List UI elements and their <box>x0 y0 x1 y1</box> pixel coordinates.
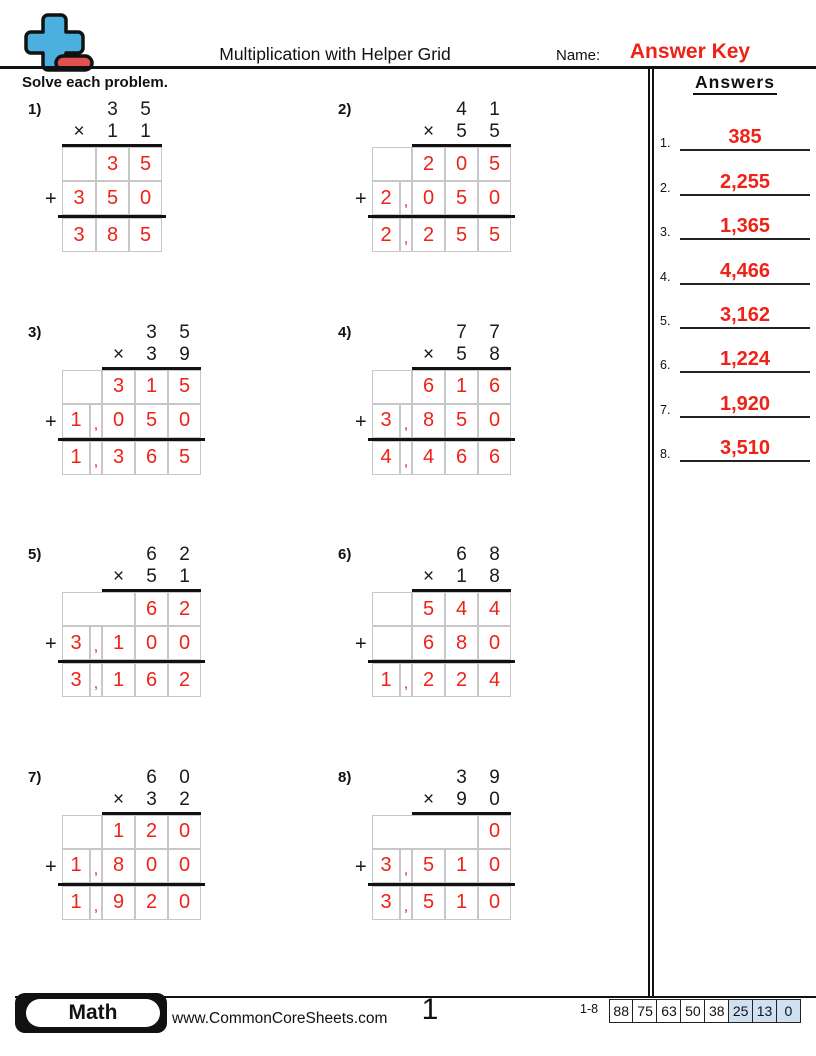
grid-cell-empty <box>372 815 478 849</box>
grid-cell-comma: , <box>400 886 412 920</box>
score-range-label: 1-8 <box>580 1002 599 1016</box>
answer-number: 2. <box>660 180 671 195</box>
answer-value: 3,162 <box>680 305 810 329</box>
grid-cell: 1 <box>445 849 478 883</box>
multiplicand-digit: 7 <box>456 321 467 343</box>
grid-cell: 5 <box>478 218 511 252</box>
problem <box>22 764 332 987</box>
sum-line <box>58 438 205 441</box>
helper-grid <box>45 544 201 697</box>
answer-value: 4,466 <box>680 261 810 285</box>
answer-item <box>660 373 810 417</box>
plus-sign: + <box>355 855 367 878</box>
multiplier-digit: 5 <box>146 566 157 587</box>
grid-cell: 5 <box>129 147 162 181</box>
grid-cell: 3 <box>372 849 400 883</box>
multiplicand-digit: 6 <box>456 544 467 565</box>
answer-item <box>660 285 810 329</box>
problem <box>332 764 642 987</box>
grid-cell: 8 <box>445 626 478 660</box>
page-number: 1 <box>421 993 439 1026</box>
answer-number: 1. <box>660 136 671 151</box>
grid-cell: 6 <box>478 370 511 404</box>
grid-cell: 1 <box>135 370 168 404</box>
problem-number: 7) <box>28 768 42 786</box>
multiplier-digit: 9 <box>179 343 190 365</box>
plus-sign: + <box>45 188 57 210</box>
grid-cell: 0 <box>135 626 168 660</box>
times-sign: × <box>422 788 435 810</box>
problem <box>22 96 332 319</box>
grid-cell: 6 <box>445 441 478 475</box>
grid-cell: 1 <box>62 404 90 438</box>
grid-cell-empty <box>372 370 412 404</box>
grid-cell: 0 <box>168 626 201 660</box>
grid-cell: 1 <box>62 441 90 475</box>
grid-cell-empty <box>62 370 102 404</box>
answer-value: 1,365 <box>680 216 810 240</box>
multiplier-digit: 5 <box>489 121 500 142</box>
grid-cell: 0 <box>412 181 445 215</box>
grid-cell: 2 <box>372 218 400 252</box>
grid-cell-comma: , <box>90 849 102 883</box>
problem-number: 6) <box>338 546 352 563</box>
grid-cell: 3 <box>62 218 96 252</box>
grid-cell: 1 <box>372 663 400 697</box>
grid-cell: 5 <box>96 181 129 215</box>
score-cell: 38 <box>704 999 729 1023</box>
grid-cell: 2 <box>445 663 478 697</box>
multiplicand-digit: 5 <box>140 99 151 120</box>
page-title: Multiplication with Helper Grid <box>219 44 451 64</box>
grid-cell: 6 <box>412 370 445 404</box>
problem-number: 1) <box>28 101 42 118</box>
answer-item <box>660 196 810 240</box>
grid-cell: 1 <box>445 886 478 920</box>
grid-cell: 2 <box>168 592 201 626</box>
answers-divider <box>648 66 654 997</box>
score-cell: 50 <box>680 999 705 1023</box>
grid-cell-empty <box>62 592 135 626</box>
grid-cell-empty <box>62 815 102 849</box>
grid-cell: 0 <box>478 181 511 215</box>
subject-badge <box>15 993 167 1033</box>
grid-cell: 4 <box>445 592 478 626</box>
answer-value: 385 <box>680 127 810 151</box>
multiplicand-digit: 2 <box>179 544 190 565</box>
grid-cell: 3 <box>96 147 129 181</box>
answer-value: 2,255 <box>680 172 810 196</box>
multiplicand-digit: 9 <box>489 766 500 788</box>
grid-cell: 0 <box>478 815 511 849</box>
multiplier-digit: 1 <box>107 121 118 142</box>
multiplicand-digit: 6 <box>146 544 157 565</box>
grid-cell-comma: , <box>400 181 412 215</box>
problem <box>332 96 642 319</box>
grid-cell: 5 <box>412 849 445 883</box>
grid-cell: 3 <box>102 441 135 475</box>
multiplicand-digit: 7 <box>489 321 500 343</box>
grid-cell: 0 <box>168 886 201 920</box>
grid-cell-comma: , <box>400 849 412 883</box>
answer-number: 5. <box>660 313 671 328</box>
answer-item <box>660 329 810 373</box>
multiplicand-digit: 3 <box>456 766 467 788</box>
grid-cell: 8 <box>102 849 135 883</box>
multiplier-digit: 1 <box>140 121 151 142</box>
score-cell: 88 <box>609 999 634 1023</box>
grid-cell: 1 <box>102 663 135 697</box>
grid-cell: 0 <box>445 147 478 181</box>
grid-cell: 0 <box>102 404 135 438</box>
sum-line <box>58 215 166 218</box>
problem-number: 8) <box>338 768 352 786</box>
score-cell: 0 <box>776 999 801 1023</box>
grid-cell: 0 <box>168 404 201 438</box>
score-cell: 63 <box>656 999 681 1023</box>
problem <box>22 319 332 542</box>
answer-item <box>660 151 810 195</box>
multiplier-digit: 9 <box>456 788 467 810</box>
grid-cell: 6 <box>135 663 168 697</box>
plus-sign: + <box>355 188 367 210</box>
grid-cell: 2 <box>168 663 201 697</box>
header-rule <box>0 66 816 69</box>
grid-cell: 0 <box>129 181 162 215</box>
grid-cell: 6 <box>412 626 445 660</box>
sum-line <box>368 660 515 663</box>
multiplicand-digit: 4 <box>456 99 467 120</box>
grid-cell: 6 <box>478 441 511 475</box>
grid-cell: 5 <box>412 592 445 626</box>
grid-cell: 3 <box>372 404 400 438</box>
score-table <box>610 999 801 1023</box>
multiplicand-digit: 1 <box>489 99 500 120</box>
grid-cell: 6 <box>135 441 168 475</box>
grid-cell-comma: , <box>400 404 412 438</box>
helper-grid <box>355 544 511 697</box>
grid-cell: 1 <box>102 815 135 849</box>
answer-item <box>660 240 810 284</box>
multiplicand-digit: 8 <box>489 544 500 565</box>
multiplicand-digit: 3 <box>107 99 118 120</box>
times-sign: × <box>73 121 85 142</box>
multiplicand-digit: 0 <box>179 766 190 788</box>
answers-heading-text: Answers <box>693 72 777 95</box>
grid-cell: 3 <box>62 181 96 215</box>
times-sign: × <box>422 121 435 142</box>
grid-cell: 3 <box>62 663 90 697</box>
answer-number: 7. <box>660 402 671 417</box>
grid-cell: 1 <box>62 886 90 920</box>
multiplicand-digit: 6 <box>146 766 157 788</box>
grid-cell: 4 <box>372 441 400 475</box>
grid-cell: 5 <box>168 370 201 404</box>
grid-cell-comma: , <box>400 218 412 252</box>
grid-cell: 5 <box>478 147 511 181</box>
answer-value: 1,920 <box>680 394 810 418</box>
grid-cell: 5 <box>168 441 201 475</box>
helper-grid <box>45 321 201 475</box>
website-text: www.CommonCoreSheets.com <box>172 1010 388 1027</box>
grid-cell: 3 <box>372 886 400 920</box>
grid-cell: 8 <box>412 404 445 438</box>
problem-number: 3) <box>28 323 42 341</box>
times-sign: × <box>422 343 435 365</box>
sum-line <box>58 660 205 663</box>
grid-cell-comma: , <box>90 441 102 475</box>
multiplicand-digit: 3 <box>146 321 157 343</box>
times-sign: × <box>112 788 125 810</box>
sum-line <box>368 438 515 441</box>
multiplier-digit: 5 <box>456 121 467 142</box>
times-sign: × <box>112 566 125 587</box>
grid-cell: 4 <box>412 441 445 475</box>
answers-heading <box>660 72 810 93</box>
problem-number: 4) <box>338 323 352 341</box>
times-sign: × <box>112 343 125 365</box>
helper-grid <box>355 99 511 252</box>
sum-line <box>58 883 205 886</box>
grid-cell: 0 <box>168 815 201 849</box>
score-cell: 75 <box>632 999 657 1023</box>
grid-cell: 1 <box>62 849 90 883</box>
grid-cell: 4 <box>478 592 511 626</box>
sum-line <box>368 215 515 218</box>
multiplier-digit: 0 <box>489 788 500 810</box>
problem <box>332 541 642 764</box>
grid-cell-empty <box>372 592 412 626</box>
grid-cell: 0 <box>478 404 511 438</box>
grid-cell-comma: , <box>90 886 102 920</box>
multiplier-digit: 2 <box>179 788 190 810</box>
plus-sign: + <box>355 633 367 655</box>
multiplier-digit: 5 <box>456 343 467 365</box>
answer-number: 3. <box>660 225 671 240</box>
grid-cell: 5 <box>129 218 162 252</box>
grid-cell-comma: , <box>90 663 102 697</box>
answer-item <box>660 107 810 151</box>
problems-area <box>22 96 648 986</box>
grid-cell-empty <box>372 626 412 660</box>
grid-cell: 2 <box>412 663 445 697</box>
grid-cell: 5 <box>135 404 168 438</box>
multiplier-digit: 8 <box>489 566 500 587</box>
grid-cell: 0 <box>478 626 511 660</box>
grid-cell-empty <box>372 147 412 181</box>
answers-list <box>660 107 810 462</box>
grid-cell: 5 <box>445 218 478 252</box>
grid-cell: 1 <box>445 370 478 404</box>
commoncoresheets-logo-icon <box>20 12 100 74</box>
grid-cell: 5 <box>445 181 478 215</box>
grid-cell: 2 <box>412 147 445 181</box>
grid-cell: 6 <box>135 592 168 626</box>
grid-cell: 3 <box>62 626 90 660</box>
grid-cell: 0 <box>478 849 511 883</box>
problem <box>22 541 332 764</box>
score-cell: 25 <box>728 999 753 1023</box>
answer-number: 6. <box>660 358 671 373</box>
plus-sign: + <box>45 855 57 878</box>
plus-sign: + <box>45 410 57 433</box>
grid-cell-comma: , <box>400 663 412 697</box>
grid-cell: 4 <box>478 663 511 697</box>
grid-cell-empty <box>62 147 96 181</box>
grid-cell: 0 <box>478 886 511 920</box>
grid-cell: 2 <box>135 815 168 849</box>
multiplicand-digit: 5 <box>179 321 190 343</box>
grid-cell-comma: , <box>90 404 102 438</box>
grid-cell: 8 <box>96 218 129 252</box>
grid-cell: 9 <box>102 886 135 920</box>
multiplier-digit: 1 <box>456 566 467 587</box>
grid-cell: 2 <box>135 886 168 920</box>
grid-cell: 2 <box>412 218 445 252</box>
grid-cell: 5 <box>412 886 445 920</box>
grid-cell: 2 <box>372 181 400 215</box>
subject-label: Math <box>26 999 160 1027</box>
grid-cell-comma: , <box>400 441 412 475</box>
answers-panel <box>660 72 810 462</box>
answer-number: 8. <box>660 447 671 462</box>
grid-cell: 0 <box>168 849 201 883</box>
name-label: Name: <box>556 47 601 64</box>
helper-grid <box>355 766 511 920</box>
plus-sign: + <box>355 410 367 433</box>
problem <box>332 319 642 542</box>
multiplier-digit: 3 <box>146 788 157 810</box>
times-sign: × <box>422 566 435 587</box>
score-cell: 13 <box>752 999 777 1023</box>
sum-line <box>368 883 515 886</box>
grid-cell: 0 <box>135 849 168 883</box>
multiplier-digit: 8 <box>489 343 500 365</box>
helper-grid <box>355 321 511 475</box>
helper-grid <box>45 99 162 252</box>
answer-value: 3,510 <box>680 438 810 462</box>
answer-number: 4. <box>660 269 671 284</box>
grid-cell-comma: , <box>90 626 102 660</box>
helper-grid <box>45 766 201 920</box>
multiplier-digit: 1 <box>179 566 190 587</box>
multiplier-digit: 3 <box>146 343 157 365</box>
answer-value: 1,224 <box>680 349 810 373</box>
problem-number: 2) <box>338 101 352 118</box>
plus-sign: + <box>45 633 57 655</box>
grid-cell: 1 <box>102 626 135 660</box>
grid-cell: 5 <box>445 404 478 438</box>
instructions-text: Solve each problem. <box>22 74 168 91</box>
answer-key-label: Answer Key <box>629 40 751 63</box>
grid-cell: 3 <box>102 370 135 404</box>
answer-item <box>660 418 810 462</box>
problem-number: 5) <box>28 546 42 563</box>
